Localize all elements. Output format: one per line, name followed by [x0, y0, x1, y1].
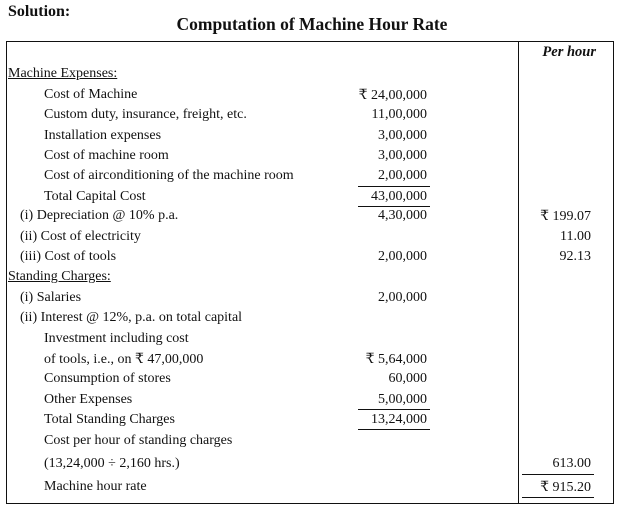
row-label: of tools, i.e., on ₹ 47,00,000 — [44, 352, 204, 367]
table-row — [0, 310, 624, 330]
row-amount: 43,00,000 — [371, 189, 427, 204]
table-title: Computation of Machine Hour Rate — [176, 14, 448, 34]
table-row — [0, 269, 624, 289]
table-row — [0, 128, 624, 148]
row-per-hour: 92.13 — [559, 249, 591, 264]
per-hour-header: Per hour — [542, 44, 596, 60]
table-row — [0, 351, 624, 371]
subtotal-rule — [358, 186, 430, 187]
row-per-hour: ₹ 199.07 — [540, 209, 591, 224]
table-row — [0, 87, 624, 107]
row-amount: 4,30,000 — [378, 208, 427, 223]
row-amount: 2,00,000 — [378, 290, 427, 305]
table-row — [0, 412, 624, 432]
row-label: Investment including cost — [44, 331, 189, 346]
row-amount: ₹ 24,00,000 — [358, 88, 427, 103]
row-amount: 3,00,000 — [378, 148, 427, 163]
row-label: (i) Salaries — [20, 290, 82, 305]
table-row — [0, 107, 624, 127]
row-label: (i) Depreciation @ 10% p.a. — [20, 208, 179, 223]
row-label: (iii) Cost of tools — [20, 249, 117, 264]
table-row — [0, 189, 624, 209]
table-row — [0, 456, 624, 476]
table-row — [0, 392, 624, 412]
row-label: Total Standing Charges — [44, 412, 175, 427]
row-amount: 2,00,000 — [378, 249, 427, 264]
row-per-hour: 613.00 — [552, 456, 591, 471]
total-rule — [522, 474, 594, 475]
row-label: Cost per hour of standing charges — [44, 433, 233, 448]
row-label: (ii) Interest @ 12%, p.a. on total capital — [20, 310, 243, 325]
row-label: Machine hour rate — [44, 479, 147, 494]
row-label: (ii) Cost of electricity — [20, 229, 141, 244]
row-label: Cost of Machine — [44, 87, 138, 102]
row-per-hour: ₹ 915.20 — [540, 480, 591, 495]
row-amount: 13,24,000 — [371, 412, 427, 427]
row-amount: 11,00,000 — [371, 107, 427, 122]
subtotal-rule — [358, 206, 430, 207]
row-label: Other Expenses — [44, 392, 133, 407]
machine-expenses-heading: Machine Expenses: — [8, 66, 118, 81]
subtotal-rule — [358, 409, 430, 410]
row-label: Total Capital Cost — [44, 189, 146, 204]
subtotal-rule — [358, 429, 430, 430]
table-row — [0, 229, 624, 249]
row-label: Installation expenses — [44, 128, 162, 143]
table-row — [0, 148, 624, 168]
solution-label: Solution: — [8, 3, 71, 20]
row-amount: 3,00,000 — [378, 128, 427, 143]
row-amount: 5,00,000 — [378, 392, 427, 407]
table-row — [0, 249, 624, 269]
table-row — [0, 66, 624, 86]
row-amount: 2,00,000 — [378, 168, 427, 183]
table-row — [0, 168, 624, 188]
table-row — [0, 371, 624, 391]
table-row — [0, 208, 624, 228]
standing-charges-heading: Standing Charges: — [8, 269, 111, 284]
row-amount: 60,000 — [388, 371, 427, 386]
table-row — [0, 290, 624, 310]
total-rule — [522, 497, 594, 498]
table-row — [0, 479, 624, 499]
row-label: Cost of machine room — [44, 148, 169, 163]
row-per-hour: 11.00 — [560, 229, 591, 244]
row-label: Consumption of stores — [44, 371, 171, 386]
row-label: (13,24,000 ÷ 2,160 hrs.) — [44, 456, 180, 471]
table-row — [0, 331, 624, 351]
row-label: Custom duty, insurance, freight, etc. — [44, 107, 247, 122]
row-label: Cost of airconditioning of the machine room — [44, 168, 294, 183]
row-amount: ₹ 5,64,000 — [365, 352, 427, 367]
table-row — [0, 433, 624, 453]
